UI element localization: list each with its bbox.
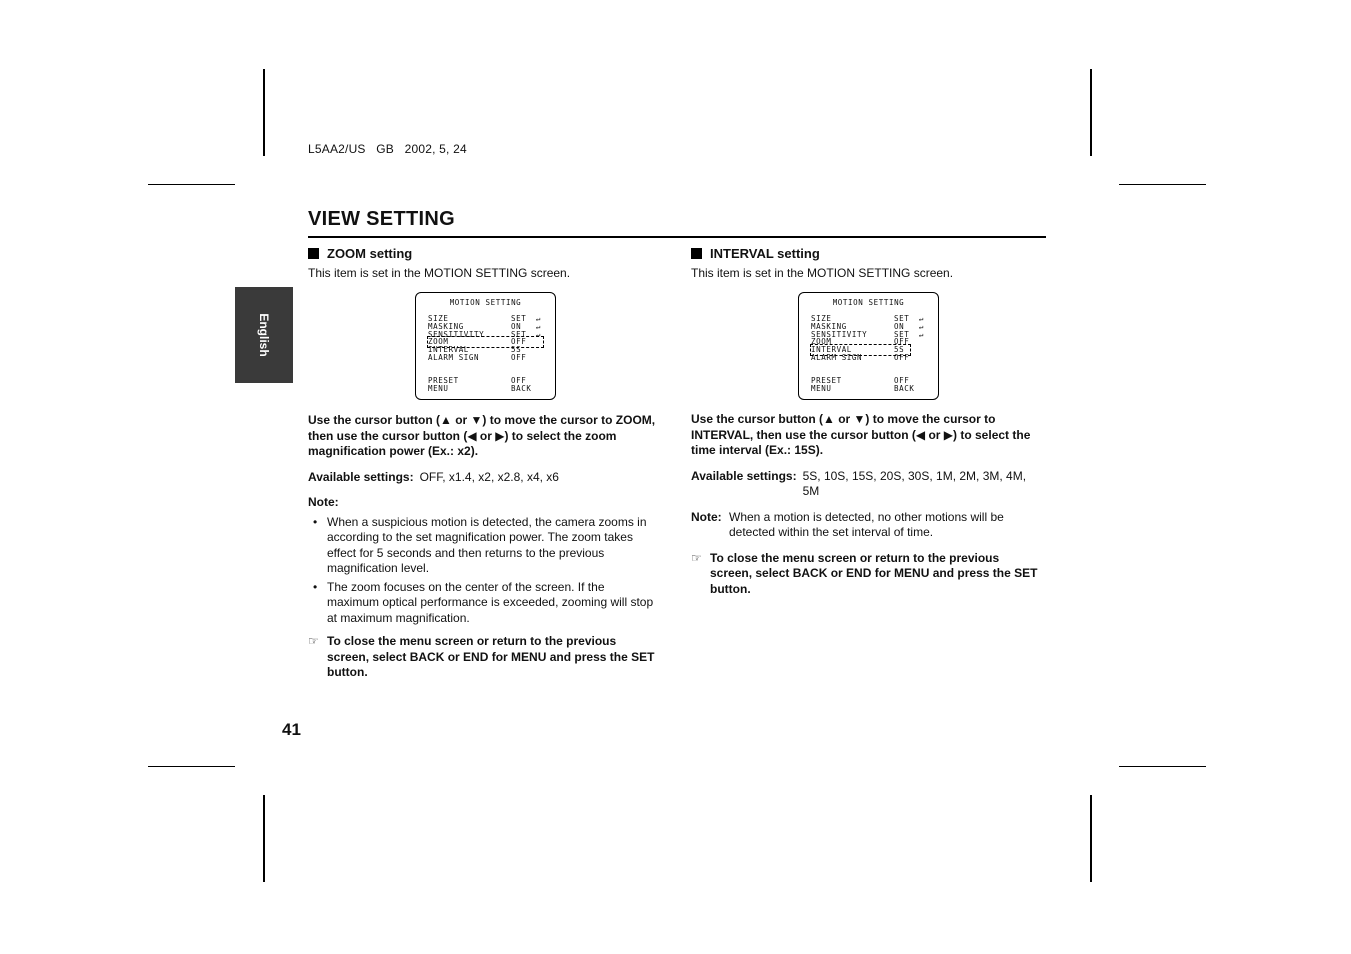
available-label: Available settings: — [308, 469, 414, 484]
return-arrow-icon: ↵ — [919, 330, 925, 339]
pointing-hand-icon: ☞ — [308, 634, 319, 648]
available-value: 5S, 10S, 15S, 20S, 30S, 1M, 2M, 3M, 4M, 5M — [802, 468, 1027, 498]
interval-tip — [691, 551, 1041, 598]
osd-title: MOTION SETTING — [449, 298, 522, 307]
language-label: English — [257, 313, 271, 357]
zoom-note-item — [308, 580, 658, 627]
interval-heading — [691, 246, 1041, 262]
crop-mark-top-left-horizontal — [148, 184, 235, 185]
interval-osd-screen: MOTION SETTING SIZE SET ↵ MASKING ON ↵ SENSITIVITY SET ↵ ZOOM OFF INTERVAL 5S ALARM SIGN OFF PRESET OFF MENU BACK — [798, 292, 939, 400]
crop-mark-top-right-vertical — [1090, 69, 1092, 156]
square-bullet-icon — [691, 248, 702, 259]
interval-note — [691, 510, 1041, 541]
osd-cursor-highlight — [427, 336, 544, 348]
page-title: VIEW SETTING — [308, 208, 455, 230]
interval-instruction: Use the cursor button (▲ or ▼) to move the cursor to INTERVAL, then use the cursor button (◀ or ▶) to select the time interval (Ex.: 15S). — [691, 412, 1031, 457]
title-rule — [308, 236, 1046, 238]
language-tab — [235, 287, 293, 383]
zoom-tip — [308, 634, 658, 681]
zoom-available-settings — [308, 470, 658, 486]
zoom-heading — [308, 246, 658, 262]
crop-mark-bottom-right-horizontal — [1119, 766, 1206, 767]
return-arrow-icon: ↵ — [536, 330, 542, 339]
crop-mark-top-right-horizontal — [1119, 184, 1206, 185]
tip-text: To close the menu screen or return to the previous screen, select BACK or END for MENU and press the SET button. — [327, 634, 655, 679]
bullet-icon: • — [313, 579, 318, 594]
tip-text: To close the menu screen or return to the previous screen, select BACK or END for MENU and press the SET button. — [710, 550, 1038, 596]
document-code: L5AA2/US GB 2002, 5, 24 — [308, 142, 467, 156]
crop-mark-top-left-vertical — [263, 69, 265, 156]
return-arrow-icon: ↵ — [536, 322, 542, 331]
pointing-hand-icon: ☞ — [691, 550, 702, 565]
zoom-note-label: Note: — [308, 495, 339, 509]
interval-available-settings — [691, 469, 1041, 500]
osd-cursor-highlight — [810, 344, 911, 356]
note-text: When a motion is detected, no other motions will be detected within the set interval of time. — [729, 509, 1004, 539]
zoom-note-item — [308, 515, 658, 577]
crop-mark-bottom-left-vertical — [263, 795, 265, 882]
crop-mark-bottom-right-vertical — [1090, 795, 1092, 882]
osd-title: MOTION SETTING — [832, 298, 905, 307]
bullet-icon: • — [313, 514, 318, 529]
available-label: Available settings: — [691, 468, 797, 483]
zoom-notes — [308, 515, 658, 627]
return-arrow-icon: ↵ — [919, 322, 925, 331]
zoom-instruction: Use the cursor button (▲ or ▼) to move the cursor to ZOOM, then use the cursor button (◀ or ▶) to select the zoom magnification power (Ex.: x2). — [308, 413, 656, 458]
interval-intro: This item is set in the MOTION SETTING screen. — [691, 265, 954, 280]
zoom-heading-text: ZOOM setting — [327, 246, 413, 261]
return-arrow-icon: ↵ — [536, 314, 542, 323]
interval-heading-text: INTERVAL setting — [710, 246, 820, 261]
note-text: The zoom focuses on the center of the screen. If the maximum optical performance is exceeded, zooming will stop at maximum magnification. — [327, 579, 654, 625]
square-bullet-icon — [308, 248, 319, 259]
return-arrow-icon: ↵ — [919, 314, 925, 323]
zoom-intro: This item is set in the MOTION SETTING screen. — [308, 265, 571, 280]
available-value: OFF, x1.4, x2, x2.8, x4, x6 — [419, 469, 559, 484]
crop-mark-bottom-left-horizontal — [148, 766, 235, 767]
page-number: 41 — [282, 720, 301, 739]
note-label: Note: — [691, 509, 722, 524]
note-text: When a suspicious motion is detected, the camera zooms in according to the set magnification power. The zoom takes effect for 5 seconds and then returns to the previous magnification level. — [327, 514, 647, 575]
zoom-osd-screen: MOTION SETTING SIZE SET ↵ MASKING ON ↵ SENSITIVITY SET ↵ ZOOM OFF INTERVAL 5S ALARM SIGN OFF PRESET OFF MENU BACK — [415, 292, 556, 400]
